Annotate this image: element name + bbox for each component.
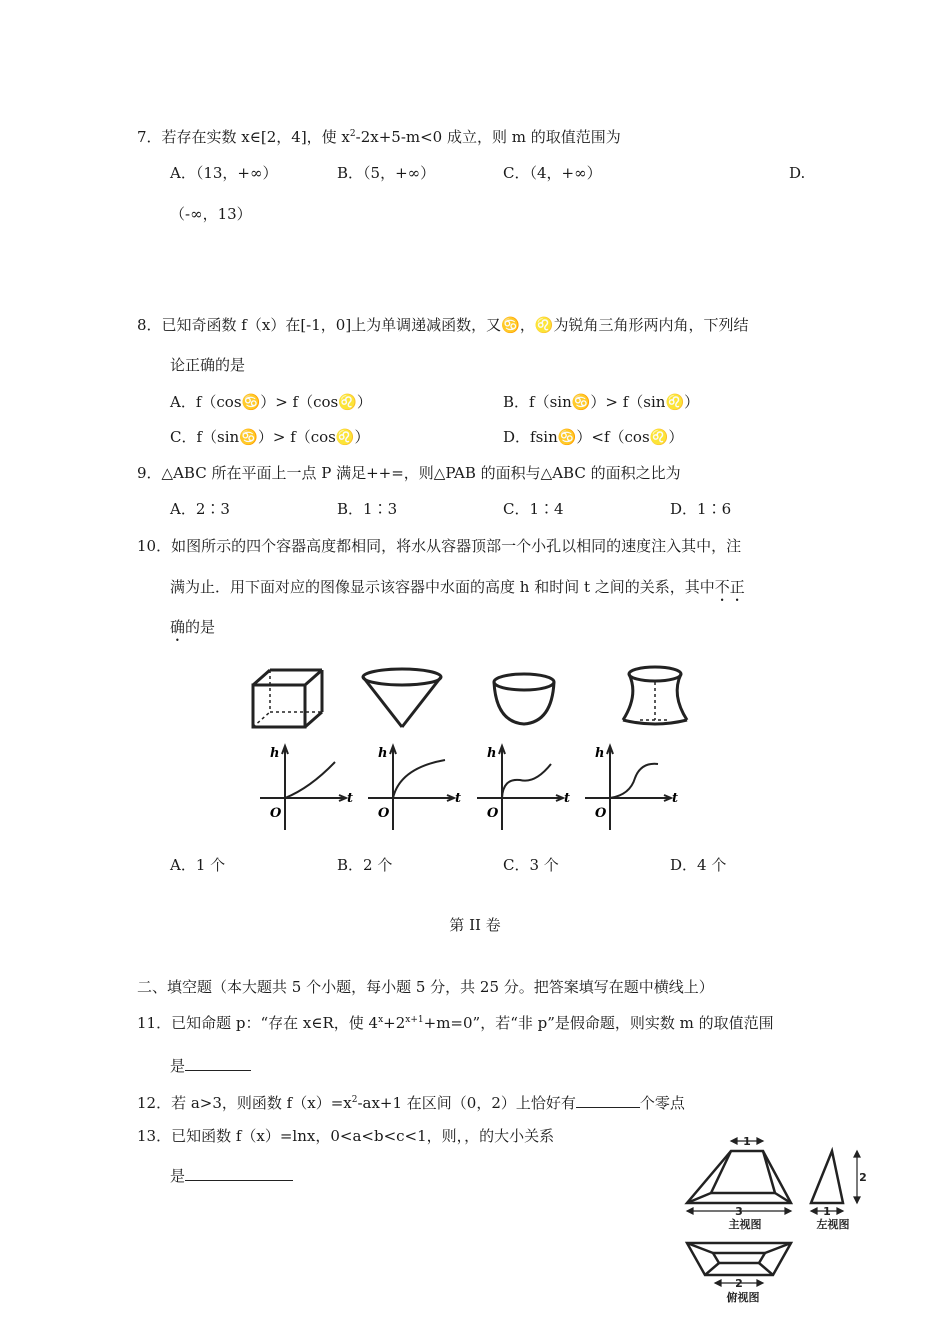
graph-4-t-label: t bbox=[672, 791, 679, 806]
containers-figure bbox=[245, 660, 695, 835]
q7-option-c: C．（4，+∞） bbox=[503, 164, 602, 182]
q9-option-a: A．2∶3 bbox=[170, 500, 230, 518]
q7-stem: 7．若存在实数 x∈[2，4]，使 $x^2-2x+5-m<0$ 成立，则 m 的取值范围为 bbox=[137, 128, 621, 146]
graph-1-t-label: t bbox=[347, 791, 354, 806]
emphasis-text: 确 bbox=[170, 618, 186, 636]
side-view-label: 左视图 bbox=[816, 1218, 850, 1231]
q11-stem: 11．已知命题 p：“存在 x∈R，使 $4^x+2^{x+1}+m=0$”，若“非 p”是假命题，则实数 m 的取值范围 bbox=[137, 1014, 774, 1032]
graph-1-h-label: h bbox=[270, 746, 280, 761]
q9-option-d: D．1∶6 bbox=[670, 500, 732, 518]
q10-stem-line2: 满为止．用下面对应的图像显示该容器中水面的高度 h 和时间 t 之间的关系，其中不正 bbox=[170, 578, 745, 596]
emphasis-text: 不正 bbox=[714, 578, 745, 596]
answer-blank[interactable] bbox=[185, 1166, 293, 1181]
top-view-label: 俯视图 bbox=[726, 1291, 760, 1304]
three-views-figure bbox=[683, 1135, 873, 1305]
side-view bbox=[811, 1151, 843, 1203]
q7-option-b: B．（5，+∞） bbox=[337, 164, 436, 182]
q10-stem-line3: 确的是 bbox=[170, 618, 216, 636]
answer-blank[interactable] bbox=[576, 1093, 640, 1108]
q11-line2: 是 bbox=[170, 1056, 251, 1074]
side-bottom-dim: 1 bbox=[823, 1205, 831, 1218]
q9-stem: 9．△ABC 所在平面上一点 P 满足++=，则△PAB 的面积与△ABC 的面积之比为 bbox=[137, 464, 681, 482]
front-top-dim: 1 bbox=[743, 1135, 751, 1148]
q13-line2: 是 bbox=[170, 1166, 293, 1184]
q8-stem-line2: 论正确的是 bbox=[170, 356, 246, 374]
front-view bbox=[687, 1151, 791, 1203]
section-title: 第 II 卷 bbox=[449, 916, 501, 934]
waisted-container bbox=[623, 667, 687, 724]
graph-1-origin-label: O bbox=[270, 806, 282, 821]
graph-2-t-label: t bbox=[455, 791, 462, 806]
q9-option-c: C．1∶4 bbox=[503, 500, 564, 518]
q8-option-d: D．fsin♋）<f（cos♌） bbox=[503, 428, 684, 446]
graph-2-origin-label: O bbox=[378, 806, 390, 821]
q8-stem-line1: 8．已知奇函数 f（x）在[-1，0]上为单调递减函数，又♋，♌为锐角三角形两内角，下列结 bbox=[137, 316, 749, 334]
side-height-dim: 2 bbox=[859, 1171, 867, 1184]
graph-3-h-label: h bbox=[487, 746, 497, 761]
q10-option-a: A．1 个 bbox=[170, 856, 226, 874]
front-view-label: 主视图 bbox=[728, 1218, 762, 1231]
front-bottom-dim: 3 bbox=[735, 1205, 743, 1218]
q13-stem: 13．已知函数 f（x）=lnx，0<a<b<c<1，则，，的大小关系 bbox=[137, 1127, 555, 1145]
q8-option-b: B．f（sin♋）> f（sin♌） bbox=[503, 393, 700, 411]
answer-blank[interactable] bbox=[185, 1056, 251, 1071]
graph-4-h-label: h bbox=[595, 746, 605, 761]
q10-option-c: C．3 个 bbox=[503, 856, 559, 874]
cube-container bbox=[253, 670, 322, 727]
graph-4-origin-label: O bbox=[595, 806, 607, 821]
q10-option-d: D．4 个 bbox=[670, 856, 727, 874]
q8-option-a: A．f（cos♋）> f（cos♌） bbox=[170, 393, 372, 411]
graph-3-origin-label: O bbox=[487, 806, 499, 821]
q12-stem: 12．若 a>3，则函数 $f(x)=x^2-ax+1$ 在区间（0，2）上恰好有 个零点 bbox=[137, 1094, 685, 1112]
q7-option-d-value: （-∞，13） bbox=[170, 205, 252, 223]
cone-container bbox=[363, 669, 441, 727]
part2-heading: 二、填空题（本大题共 5 个小题，每小题 5 分，共 25 分。把答案填写在题中横线上） bbox=[137, 978, 714, 996]
q8-option-c: C．f（sin♋）> f（cos♌） bbox=[170, 428, 370, 446]
q9-option-b: B．1∶3 bbox=[337, 500, 398, 518]
q7-option-a: A．（13，+∞） bbox=[170, 164, 278, 182]
graph-2-h-label: h bbox=[378, 746, 388, 761]
q7-option-d-label: D. bbox=[789, 164, 806, 182]
top-view bbox=[687, 1243, 791, 1275]
bowl-container bbox=[494, 674, 554, 724]
q10-stem-line1: 10．如图所示的四个容器高度都相同，将水从容器顶部一个小孔以相同的速度注入其中，注 bbox=[137, 537, 742, 555]
top-bottom-dim: 2 bbox=[735, 1277, 743, 1290]
graph-3-t-label: t bbox=[564, 791, 571, 806]
q10-option-b: B．2 个 bbox=[337, 856, 393, 874]
